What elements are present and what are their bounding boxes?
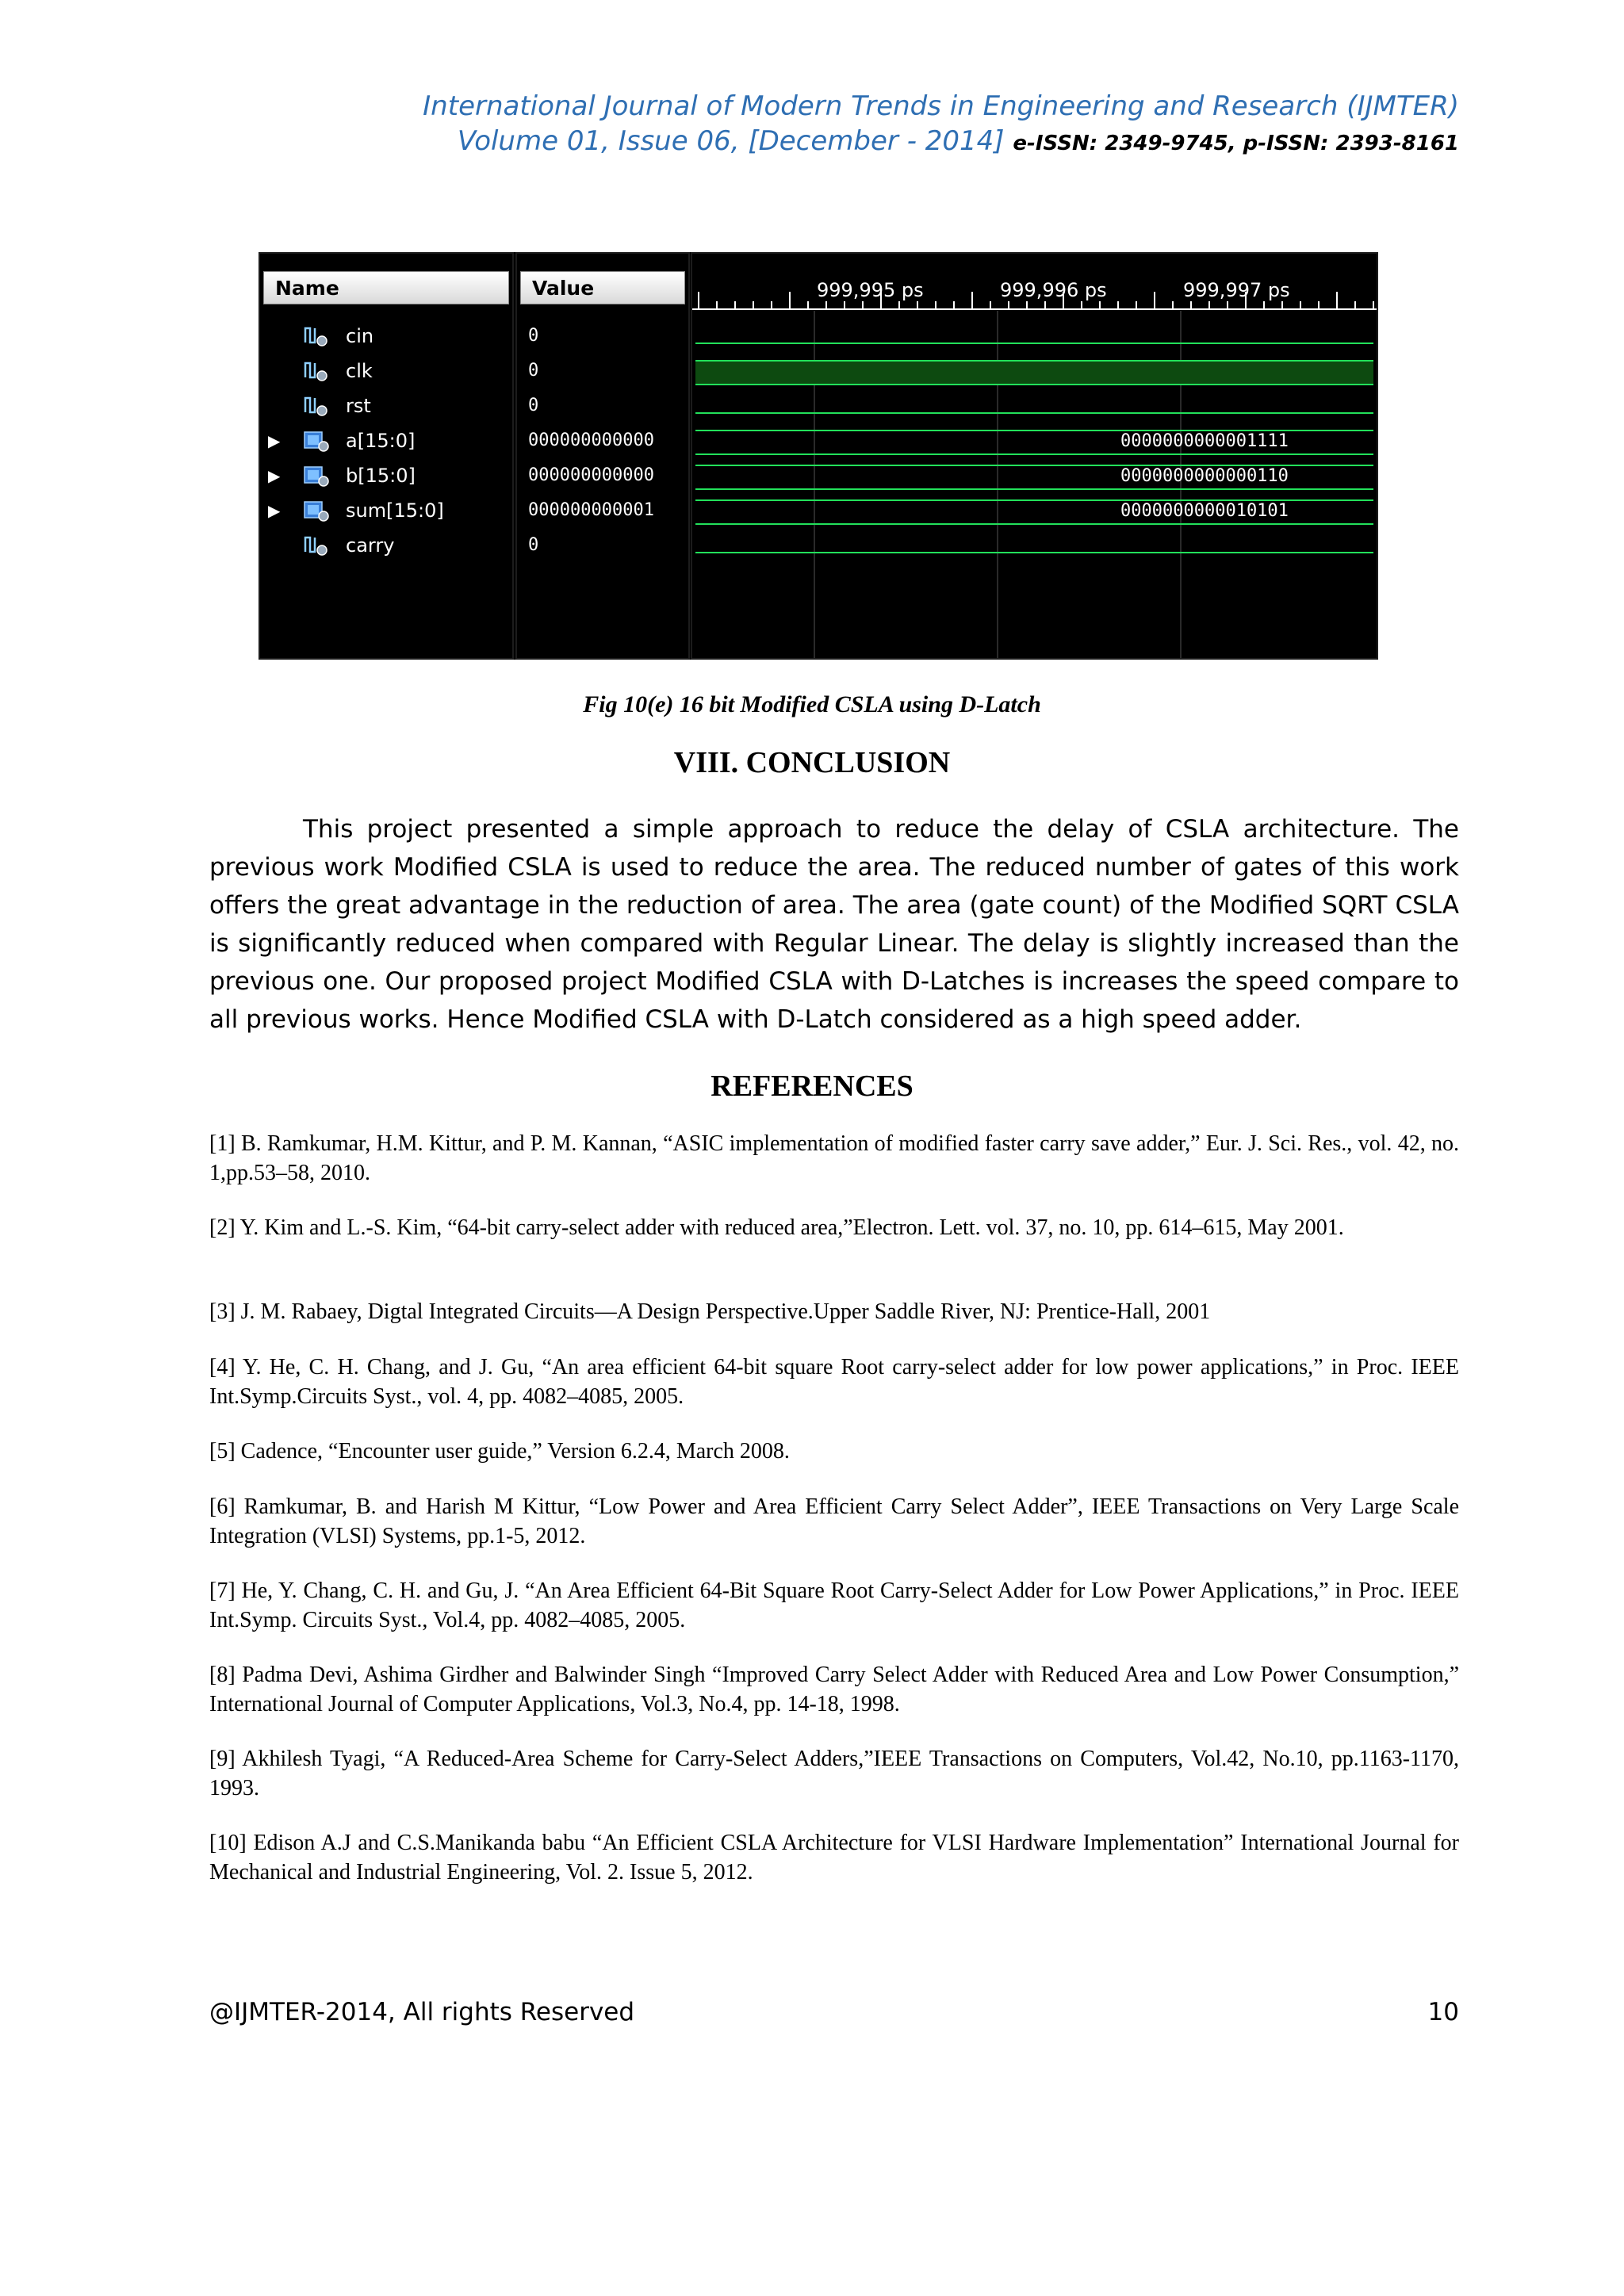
signal-name: a[15:0]: [346, 430, 416, 452]
page-number: 10: [1427, 1998, 1459, 2026]
waveform-pane[interactable]: [691, 252, 1378, 660]
bit-signal-icon: [303, 395, 330, 417]
references-heading: REFERENCES: [710, 1070, 914, 1103]
signal-name: rst: [346, 395, 371, 417]
signal-value: 000000000000: [528, 430, 654, 450]
expand-arrow-icon[interactable]: ▶: [268, 501, 281, 520]
reference-item: [8] Padma Devi, Ashima Girdher and Balwinder Singh “Improved Carry Select Adder with Reduced Area and Low Power Consumption,” International Journal of Computer Applications, Vol.3, No.4, pp. 14-18, 1998.: [209, 1663, 1459, 1716]
bit-waveform: [695, 342, 1373, 344]
journal-title: International Journal of Modern Trends in Engineering and Research (IJMTER): [423, 90, 1459, 122]
time-tick-label: 999,995 ps: [817, 279, 924, 301]
expand-arrow-icon[interactable]: ▶: [268, 466, 281, 485]
signal-row[interactable]: [260, 390, 512, 422]
simulation-waveform-figure: [259, 252, 1375, 660]
bus-signal-icon: [303, 430, 330, 452]
bus-waveform-value: 0000000000001111: [1120, 431, 1289, 451]
signal-name: cin: [346, 325, 374, 347]
signal-name: carry: [346, 534, 395, 557]
value-column-header[interactable]: Value: [520, 271, 685, 304]
reference-item: [4] Y. He, C. H. Chang, and J. Gu, “An area efficient 64-bit square Root carry-select adder for low power applications,” in Proc. IEEE Int.Symp.Circuits Syst., vol. 4, pp. 4082–4085, 2005.: [209, 1355, 1459, 1409]
conclusion-paragraph: This project presented a simple approach to reduce the delay of CSLA architecture. The previous work Modified CSLA is used to reduce the area. The reduced number of gates of this work offers the great advantage in the reduction of area. The area (gate count) of the Modified SQRT CSLA is significantly reduced when compared with Regular Linear. The delay is slightly increased than the previous one. Our proposed project Modified CSLA with D-Latches is increases the speed compare to all previous works. Hence Modified CSLA with D-Latch considered as a high speed adder.: [209, 815, 1459, 1034]
reference-item: [5] Cadence, “Encounter user guide,” Version 6.2.4, March 2008.: [209, 1439, 790, 1464]
signal-row[interactable]: [260, 425, 512, 457]
signal-value: 0: [528, 396, 539, 415]
bit-signal-icon: [303, 360, 330, 382]
signal-name: clk: [346, 360, 373, 382]
time-tick-label: 999,997 ps: [1183, 279, 1290, 301]
signal-value: 0: [528, 535, 539, 555]
expand-arrow-icon[interactable]: ▶: [268, 431, 281, 450]
name-column-header[interactable]: Name: [263, 271, 509, 304]
figure-caption: Fig 10(e) 16 bit Modified CSLA using D-Latch: [583, 691, 1041, 718]
clock-waveform: [695, 360, 1373, 385]
signal-row[interactable]: [260, 495, 512, 526]
reference-item: [3] J. M. Rabaey, Digtal Integrated Circuits—A Design Perspective.Upper Saddle River, NJ: Prentice-Hall, 2001: [209, 1299, 1211, 1324]
signal-row[interactable]: [260, 320, 512, 352]
reference-item: [9] Akhilesh Tyagi, “A Reduced-Area Scheme for Carry-Select Adders,”IEEE Transactions on Computers, Vol.42, No.10, pp.1163-1170, 1993.: [209, 1747, 1459, 1800]
bit-waveform: [695, 412, 1373, 414]
conclusion-heading: VIII. CONCLUSION: [673, 746, 951, 779]
reference-item: [1] B. Ramkumar, H.M. Kittur, and P. M. Kannan, “ASIC implementation of modified faster carry save adder,” Eur. J. Sci. Res., vol. 42, no. 1,pp.53–58, 2010.: [209, 1131, 1459, 1185]
journal-issn: e-ISSN: 2349-9745, p-ISSN: 2393-8161: [1013, 132, 1459, 155]
signal-row[interactable]: [260, 355, 512, 387]
signal-name: sum[15:0]: [346, 499, 444, 522]
signal-value: 000000000001: [528, 500, 654, 520]
signal-name: b[15:0]: [346, 465, 416, 487]
bit-signal-icon: [303, 534, 330, 557]
journal-volume-line: [458, 125, 1459, 157]
reference-item: [7] He, Y. Chang, C. H. and Gu, J. “An Area Efficient 64-Bit Square Root Carry-Select Adder for Low Power Applications,” in Proc. IEEE Int.Symp. Circuits Syst., Vol.4, pp. 4082–4085, 2005.: [209, 1578, 1459, 1632]
bit-signal-icon: [303, 325, 330, 347]
signal-name-pane: [259, 252, 514, 660]
signal-value-pane: [515, 252, 690, 660]
bus-signal-icon: [303, 499, 330, 522]
journal-volume: Volume 01, Issue 06, [December - 2014]: [457, 125, 1005, 157]
bus-signal-icon: [303, 465, 330, 487]
reference-item: [6] Ramkumar, B. and Harish M Kittur, “Low Power and Area Efficient Carry Select Adder”, IEEE Transactions on Very Large Scale Integration (VLSI) Systems, pp.1-5, 2012.: [209, 1494, 1459, 1548]
signal-value: 0: [528, 326, 539, 346]
signal-row[interactable]: [260, 460, 512, 492]
signal-row[interactable]: [260, 530, 512, 561]
reference-item: [2] Y. Kim and L.-S. Kim, “64-bit carry-select adder with reduced area,”Electron. Lett. vol. 37, no. 10, pp. 614–615, May 2001.: [209, 1215, 1344, 1240]
bus-waveform-value: 0000000000010101: [1120, 501, 1289, 521]
bit-waveform: [695, 552, 1373, 553]
signal-value: 0: [528, 361, 539, 381]
time-tick-label: 999,996 ps: [1000, 279, 1107, 301]
footer-copyright: @IJMTER-2014, All rights Reserved: [209, 1998, 635, 2026]
signal-value: 000000000000: [528, 465, 654, 485]
reference-item: [10] Edison A.J and C.S.Manikanda babu “An Efficient CSLA Architecture for VLSI Hardware Implementation” International Journal for Mechanical and Industrial Engineering, Vol. 2. Issue 5, 2012.: [209, 1831, 1459, 1885]
bus-waveform-value: 0000000000000110: [1120, 466, 1289, 486]
